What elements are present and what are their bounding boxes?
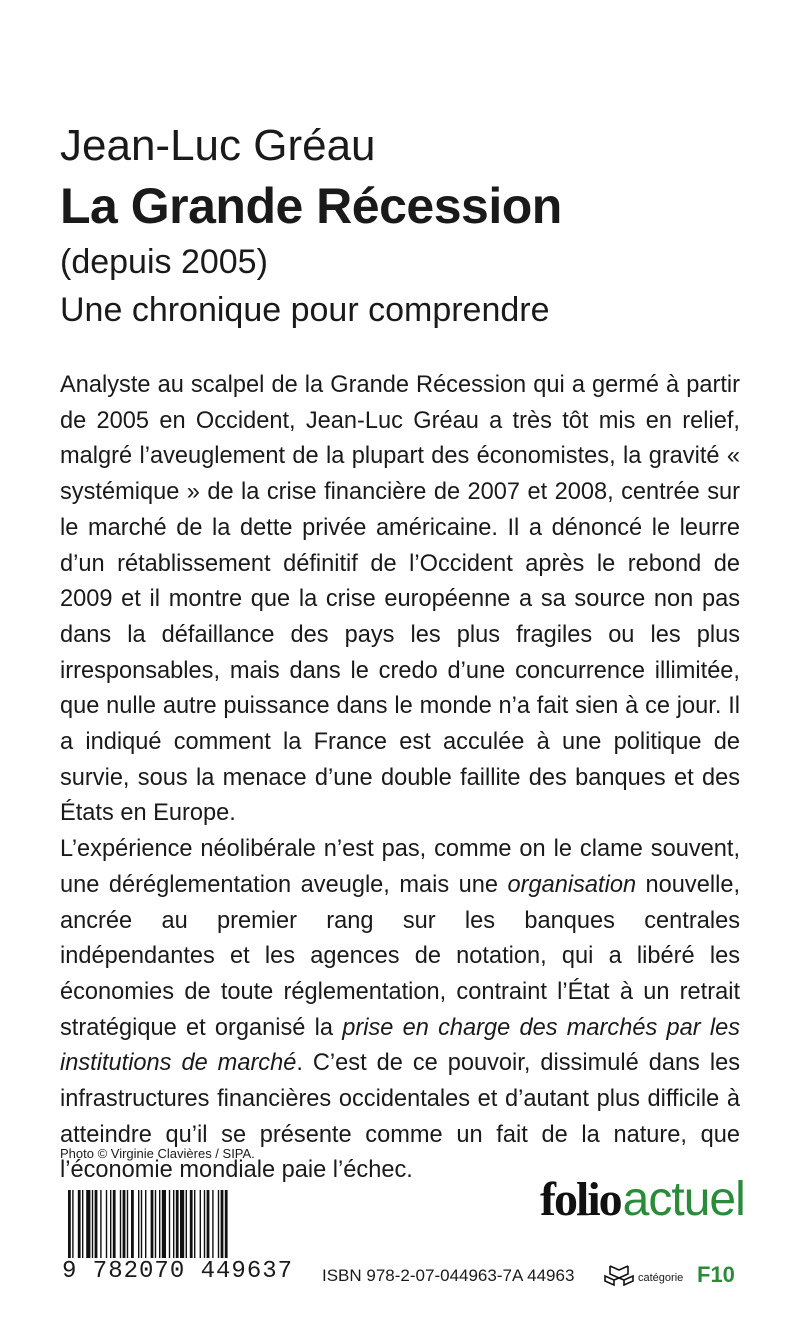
categorie-label: catégorie — [638, 1272, 684, 1284]
photo-credit: Photo © Virginie Clavières / SIPA. — [60, 1146, 255, 1161]
folio-actuel-logo — [540, 1172, 745, 1228]
author-name: Jean-Luc Gréau — [60, 121, 376, 170]
blurb-text: . C’est de ce pouvoir, dissimulé dans les infrastructures financières occidentales et d’autant plus difficile à atteindre qu’il se présente comme un fait de la nature, que l’économie mondiale paie l’échec. — [60, 1050, 741, 1184]
categorie-code: F10 — [697, 1262, 735, 1287]
order-code: A 44963 — [512, 1266, 575, 1285]
back-cover-blurb — [60, 368, 740, 1189]
blurb-paragraph-2 — [60, 832, 740, 1189]
blurb-emphasis: organisation — [507, 871, 637, 898]
barcode-digits: 9 782070 449637 — [62, 1258, 294, 1285]
barcode-bars — [60, 1190, 292, 1260]
logo-folio-text: folio — [540, 1173, 621, 1226]
blurb-paragraph-1: Analyste au scalpel de la Grande Récession qui a germé à partir de 2005 en Occident, Jean-Luc Gréau a très tôt mis en relief, malgré l’aveuglement de la plupart des économistes, la gravité « systémique » de la crise financière de 2007 et 2008, centrée sur le marché de la dette privée américaine. Il a dénoncé le leurre d’un rétablissement définitif de l’Occident après le rebond de 2009 et il montre que la crise européenne a sa source non pas dans la défaillance des pays les plus fragiles ou les plus irresponsables, mais dans le credo d’une concurrence illimitée, que nulle autre puissance dans le monde n’a fait sien à ce jour. Il a indiqué comment la France est acculée à une politique de survie, sous la menace d’une double faillite des banques et des États en Europe. — [60, 372, 740, 827]
isbn-number: ISBN 978-2-07-044963-7 — [322, 1266, 512, 1285]
book-subtitle-tagline: Une chronique pour comprendre — [60, 291, 550, 329]
book-title: La Grande Récession — [60, 178, 562, 234]
publication-info — [322, 1262, 742, 1292]
blurb-text: L’expérience néolibérale n’est pas, comme on le clame souvent, une déréglementation aveugle, mais une — [60, 836, 740, 898]
barcode — [60, 1190, 292, 1290]
logo-actuel-text: actuel — [622, 1173, 745, 1226]
book-header — [60, 118, 760, 334]
folio-books-icon — [602, 1262, 636, 1293]
blurb-text: nouvelle, ancrée au premier rang sur les banques centrales indépendantes et les agences de notation, qui a libéré les économies de toute réglementation, contraint l’État à un retrait stratégique et organisé la — [60, 871, 740, 1041]
book-subtitle-dates: (depuis 2005) — [60, 243, 268, 281]
blurb-emphasis: prise en charge des marchés par les institutions de marché — [60, 1014, 740, 1077]
